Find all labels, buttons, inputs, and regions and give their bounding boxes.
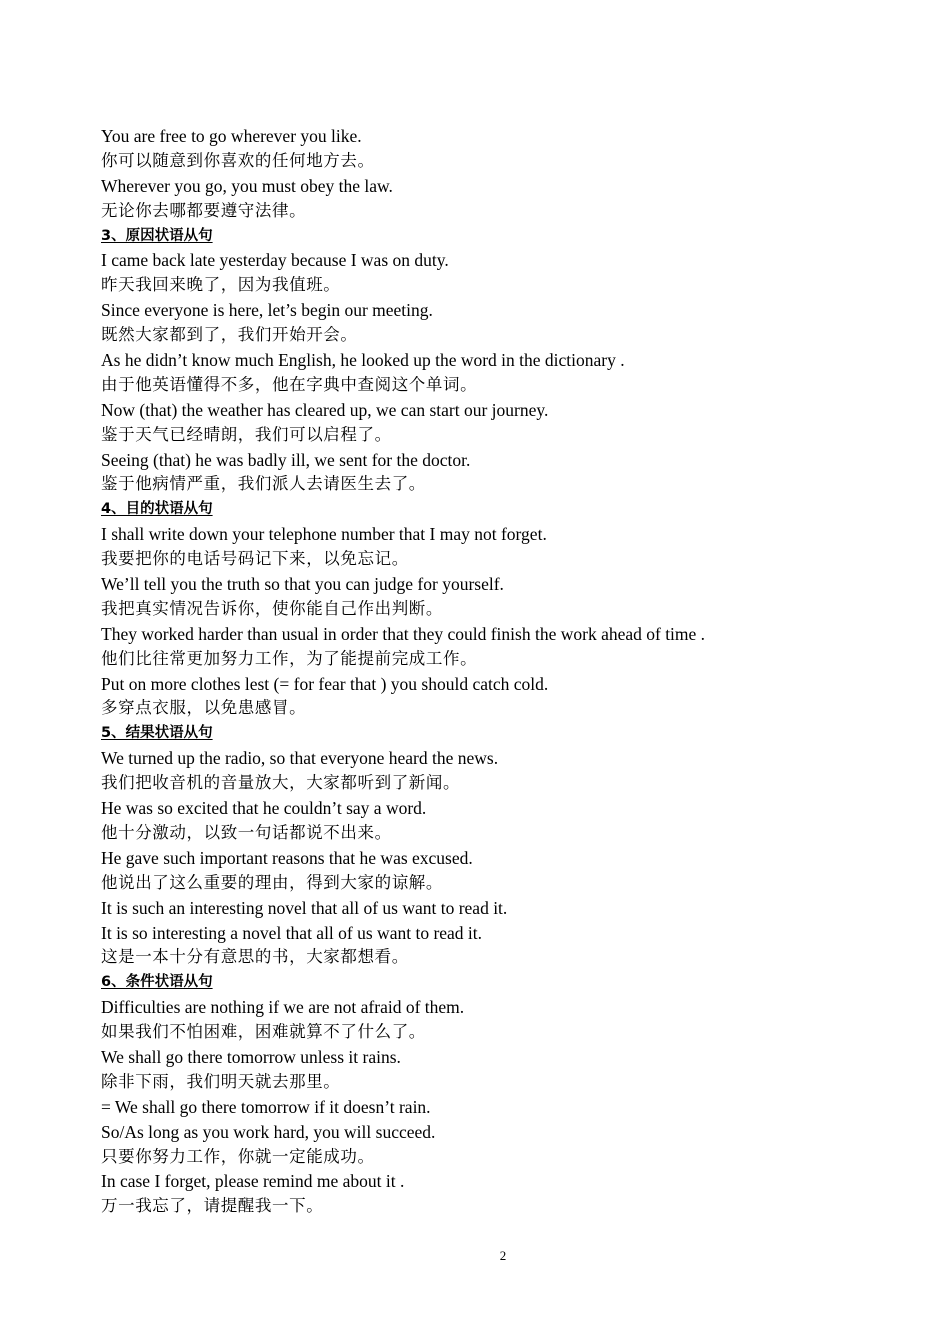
section-heading: 6、条件状语从句	[101, 974, 213, 991]
chinese-translation-line: 鉴于他病情严重，我们派人去请医生去了。	[101, 474, 426, 494]
chinese-translation-line: 只要你努力工作，你就一定能成功。	[101, 1146, 375, 1166]
chinese-translation-line: 昨天我回来晚了，因为我值班。	[101, 275, 341, 295]
chinese-translation-line: 这是一本十分有意思的书，大家都想看。	[101, 947, 409, 967]
chinese-translation-line: 我们把收音机的音量放大，大家都听到了新闻。	[101, 773, 461, 793]
chinese-translation-line: 我要把你的电话号码记下来，以免忘记。	[101, 549, 409, 569]
english-example-line: Seeing (that) he was badly ill, we sent for the doctor.	[101, 449, 471, 470]
chinese-translation-line: 万一我忘了，请提醒我一下。	[101, 1196, 324, 1216]
english-example-line: He gave such important reasons that he was excused.	[101, 847, 473, 868]
document-body	[101, 124, 861, 1219]
chinese-translation-line: 由于他英语懂得不多，他在字典中查阅这个单词。	[101, 374, 478, 394]
english-example-line: They worked harder than usual in order that they could finish the work ahead of time .	[101, 623, 706, 644]
section-heading: 5、结果状语从句	[101, 725, 213, 742]
english-example-line: So/As long as you work hard, you will succeed.	[101, 1121, 436, 1142]
english-example-line: He was so excited that he couldn’t say a word.	[101, 798, 427, 819]
english-example-line: Since everyone is here, let’s begin our meeting.	[101, 300, 433, 321]
chinese-translation-line: 无论你去哪都要遵守法律。	[101, 200, 307, 220]
english-example-line: I shall write down your telephone number that I may not forget.	[101, 524, 547, 545]
english-example-line: We turned up the radio, so that everyone heard the news.	[101, 748, 499, 769]
chinese-translation-line: 既然大家都到了，我们开始开会。	[101, 325, 358, 345]
english-example-line: Put on more clothes lest (= for fear that ) you should catch cold.	[101, 673, 549, 694]
chinese-translation-line: 除非下雨，我们明天就去那里。	[101, 1071, 341, 1091]
english-example-line: I came back late yesterday because I was on duty.	[101, 250, 449, 271]
section-heading: 3、原因状语从句	[101, 227, 213, 244]
english-example-line: Difficulties are nothing if we are not afraid of them.	[101, 997, 465, 1018]
chinese-translation-line: 他说出了这么重要的理由，得到大家的谅解。	[101, 872, 443, 892]
chinese-translation-line: 他十分激动，以致一句话都说不出来。	[101, 822, 392, 842]
page-number: 2	[499, 1248, 507, 1263]
english-example-line: In case I forget, please remind me about it .	[101, 1171, 405, 1192]
english-example-line: As he didn’t know much English, he looked up the word in the dictionary .	[101, 350, 625, 371]
chinese-translation-line: 多穿点衣服，以免患感冒。	[101, 698, 307, 718]
english-example-line: It is so interesting a novel that all of us want to read it.	[101, 922, 483, 943]
english-example-line: Wherever you go, you must obey the law.	[101, 175, 393, 196]
section-heading: 4、目的状语从句	[101, 501, 213, 518]
english-example-line: It is such an interesting novel that all of us want to read it.	[101, 897, 508, 918]
english-example-line: We shall go there tomorrow unless it rains.	[101, 1046, 401, 1067]
english-example-line: We’ll tell you the truth so that you can judge for yourself.	[101, 574, 504, 595]
english-example-line: = We shall go there tomorrow if it doesn’t rain.	[101, 1096, 431, 1117]
english-example-line: Now (that) the weather has cleared up, we can start our journey.	[101, 399, 549, 420]
chinese-translation-line: 他们比往常更加努力工作，为了能提前完成工作。	[101, 648, 478, 668]
chinese-translation-line: 如果我们不怕困难，困难就算不了什么了。	[101, 1022, 426, 1042]
chinese-translation-line: 鉴于天气已经晴朗，我们可以启程了。	[101, 424, 392, 444]
chinese-translation-line: 我把真实情况告诉你，使你能自己作出判断。	[101, 598, 443, 618]
chinese-translation-line: 你可以随意到你喜欢的任何地方去。	[101, 150, 375, 170]
english-example-line: You are free to go wherever you like.	[101, 126, 362, 146]
